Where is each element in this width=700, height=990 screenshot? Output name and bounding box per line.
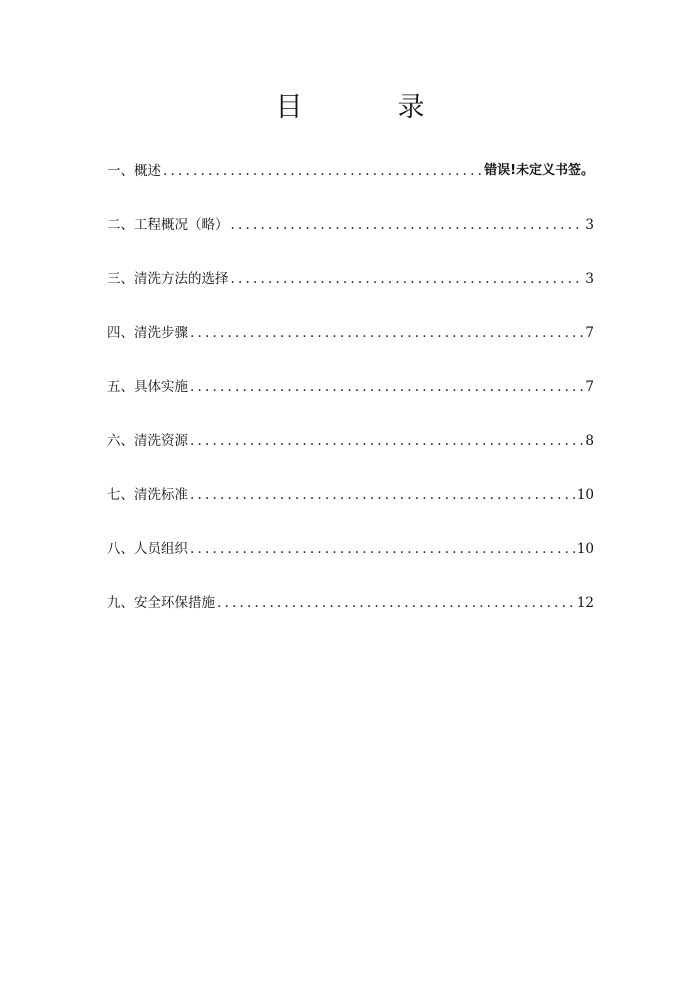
toc-entry-page: 7 [585,325,594,341]
toc-entry-project-overview[interactable] [107,212,594,238]
toc-entry-overview[interactable] [107,158,594,184]
toc-entry-page: 7 [585,379,594,395]
toc-dot-leader [231,266,584,292]
toc-entry-page: 3 [585,271,594,287]
toc-entry-cleaning-method[interactable] [107,266,594,292]
toc-dot-leader [217,590,575,616]
toc-entry-label: 九、安全环保措施 [107,595,215,611]
toc-entry-page: 8 [585,433,594,449]
toc-dot-leader [163,158,482,184]
toc-entry-label: 四、清洗步骤 [107,325,188,341]
toc-entry-page: 错误!未定义书签。 [484,163,594,178]
toc-dot-leader [190,428,583,454]
toc-dot-leader [231,212,584,238]
toc-entry-label: 八、人员组织 [107,541,188,557]
toc-list [107,158,594,644]
toc-entry-page: 10 [576,487,594,503]
toc-title: 目 录 [275,92,459,123]
toc-entry-implementation[interactable] [107,374,594,400]
toc-entry-cleaning-resources[interactable] [107,428,594,454]
toc-entry-label: 六、清洗资源 [107,433,188,449]
toc-entry-label: 一、概述 [107,163,161,179]
toc-entry-staffing[interactable] [107,536,594,562]
toc-entry-cleaning-steps[interactable] [107,320,594,346]
toc-entry-page: 3 [585,217,594,233]
toc-dot-leader [190,536,575,562]
toc-entry-label: 五、具体实施 [107,379,188,395]
toc-entry-label: 二、工程概况（略） [107,217,229,233]
toc-entry-cleaning-standards[interactable] [107,482,594,508]
toc-dot-leader [190,482,575,508]
toc-dot-leader [190,374,583,400]
toc-entry-page: 10 [576,541,594,557]
toc-entry-page: 12 [576,595,594,611]
toc-entry-label: 三、清洗方法的选择 [107,271,229,287]
toc-entry-safety-environment[interactable] [107,590,594,616]
toc-dot-leader [190,320,583,346]
toc-entry-label: 七、清洗标准 [107,487,188,503]
